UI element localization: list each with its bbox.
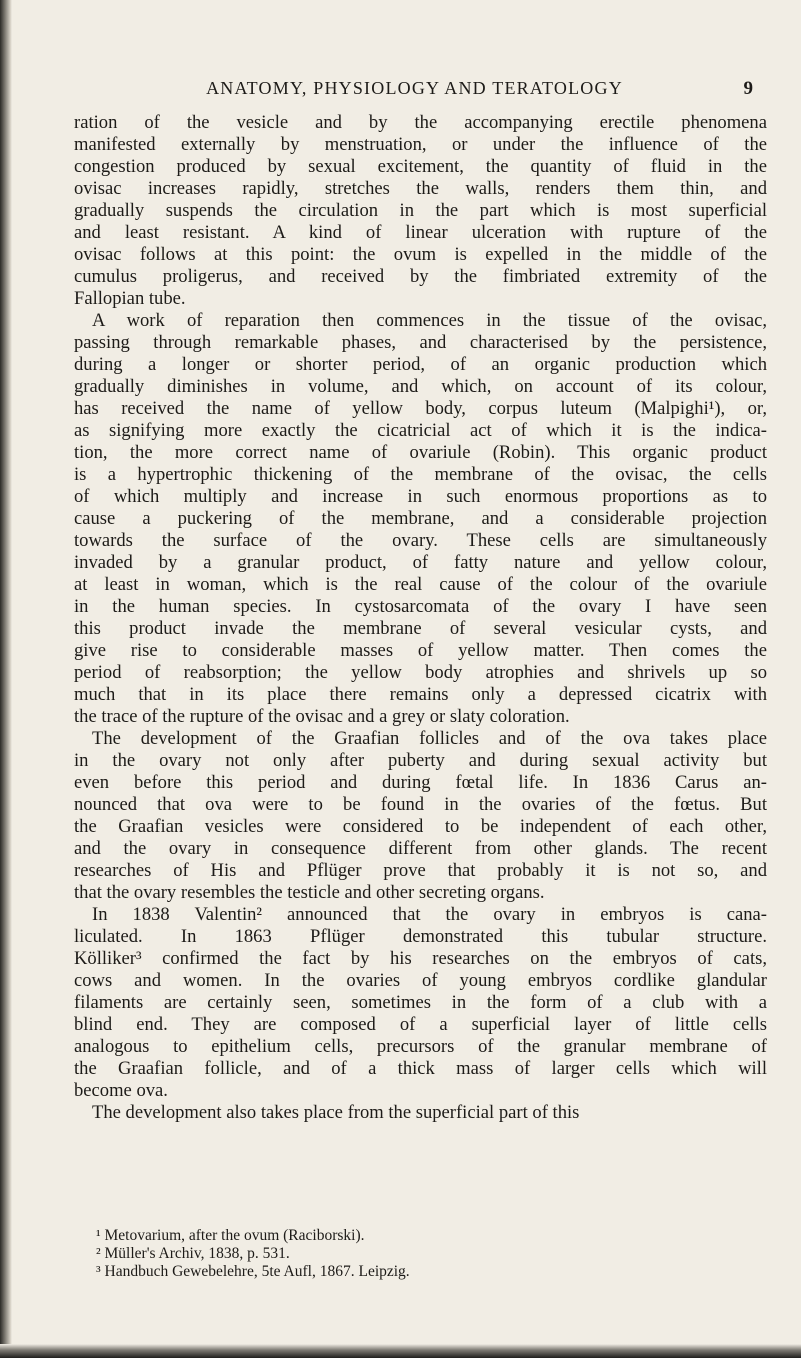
text-line: the trace of the rupture of the ovisac and a grey or slaty coloration. bbox=[74, 706, 570, 727]
text-line: is a hypertrophic thickening of the membrane of the ovisac, the cells bbox=[74, 464, 767, 485]
text-line: this product invade the membrane of several vesicular cysts, and bbox=[74, 618, 767, 639]
text-line: The development of the Graafian follicles and of the ova takes place bbox=[92, 728, 767, 749]
text-line: manifested externally by menstruation, or under the influence of the bbox=[74, 134, 767, 155]
footnote-1: ¹ Metovarium, after the ovum (Raciborski). bbox=[96, 1227, 365, 1244]
book-gutter-shadow bbox=[0, 0, 12, 1358]
text-line: in the human species. In cystosarcomata of the ovary I have seen bbox=[74, 596, 767, 617]
page-bottom-shadow bbox=[0, 1344, 801, 1358]
text-line: become ova. bbox=[74, 1080, 168, 1101]
text-line: and the ovary in consequence different from other glands. The recent bbox=[74, 838, 767, 859]
text-line: filaments are certainly seen, sometimes in the form of a club with a bbox=[74, 992, 767, 1013]
text-line: congestion produced by sexual excitement, the quantity of fluid in the bbox=[74, 156, 767, 177]
text-line: A work of reparation then commences in the tissue of the ovisac, bbox=[92, 310, 767, 331]
text-line: as signifying more exactly the cicatricial act of which it is the indica- bbox=[74, 420, 767, 441]
text-line: The development also takes place from the superficial part of this bbox=[92, 1102, 580, 1123]
text-line: tion, the more correct name of ovariule (Robin). This organic product bbox=[74, 442, 767, 463]
text-line: the Graafian vesicles were considered to be independent of each other, bbox=[74, 816, 767, 837]
text-line: towards the surface of the ovary. These cells are simultaneously bbox=[74, 530, 767, 551]
text-line: Fallopian tube. bbox=[74, 288, 186, 309]
text-line: analogous to epithelium cells, precursors of the granular membrane of bbox=[74, 1036, 767, 1057]
text-line: in the ovary not only after puberty and during sexual activity but bbox=[74, 750, 767, 771]
text-line: of which multiply and increase in such enormous proportions as to bbox=[74, 486, 767, 507]
text-line: passing through remarkable phases, and characterised by the persistence, bbox=[74, 332, 767, 353]
text-line: blind end. They are composed of a superficial layer of little cells bbox=[74, 1014, 767, 1035]
footnotes bbox=[96, 1227, 756, 1281]
text-line: nounced that ova were to be found in the ovaries of the fœtus. But bbox=[74, 794, 767, 815]
text-line: cows and women. In the ovaries of young embryos cordlike glandular bbox=[74, 970, 767, 991]
text-line: gradually diminishes in volume, and which, on account of its colour, bbox=[74, 376, 767, 397]
text-line: Kölliker³ confirmed the fact by his researches on the embryos of cats, bbox=[74, 948, 767, 969]
text-line: invaded by a granular product, of fatty nature and yellow colour, bbox=[74, 552, 767, 573]
text-line: during a longer or shorter period, of an organic production which bbox=[74, 354, 767, 375]
text-line: and least resistant. A kind of linear ulceration with rupture of the bbox=[74, 222, 767, 243]
text-line: at least in woman, which is the real cause of the colour of the ovariule bbox=[74, 574, 767, 595]
text-line: ration of the vesicle and by the accompanying erectile phenomena bbox=[74, 112, 767, 133]
page-number: 9 bbox=[743, 78, 753, 99]
text-line: give rise to considerable masses of yellow matter. Then comes the bbox=[74, 640, 767, 661]
text-line: that the ovary resembles the testicle and other secreting organs. bbox=[74, 882, 545, 903]
text-line: cause a puckering of the membrane, and a considerable projection bbox=[74, 508, 767, 529]
text-line: the Graafian follicle, and of a thick mass of larger cells which will bbox=[74, 1058, 767, 1079]
running-head: ANATOMY, PHYSIOLOGY AND TERATOLOGY bbox=[206, 78, 623, 98]
text-line: researches of His and Pflüger prove that probably it is not so, and bbox=[74, 860, 767, 881]
text-line: even before this period and during fœtal life. In 1836 Carus an- bbox=[74, 772, 767, 793]
text-line: period of reabsorption; the yellow body atrophies and shrivels up so bbox=[74, 662, 767, 683]
text-line: much that in its place there remains only a depressed cicatrix with bbox=[74, 684, 767, 705]
text-line: liculated. In 1863 Pflüger demonstrated this tubular structure. bbox=[74, 926, 767, 947]
text-line: has received the name of yellow body, corpus luteum (Malpighi¹), or, bbox=[74, 398, 767, 419]
text-line: ovisac increases rapidly, stretches the walls, renders them thin, and bbox=[74, 178, 767, 199]
text-line: ovisac follows at this point: the ovum is expelled in the middle of the bbox=[74, 244, 767, 265]
text-line: In 1838 Valentin² announced that the ovary in embryos is cana- bbox=[92, 904, 767, 925]
text-line: cumulus proligerus, and received by the fimbriated extremity of the bbox=[74, 266, 767, 287]
footnote-3: ³ Handbuch Gewebelehre, 5te Aufl, 1867. Leipzig. bbox=[96, 1263, 410, 1280]
text-line: gradually suspends the circulation in the part which is most superficial bbox=[74, 200, 767, 221]
page-header bbox=[70, 78, 759, 104]
footnote-2: ² Müller's Archiv, 1838, p. 531. bbox=[96, 1245, 290, 1262]
body-text bbox=[74, 112, 767, 1124]
